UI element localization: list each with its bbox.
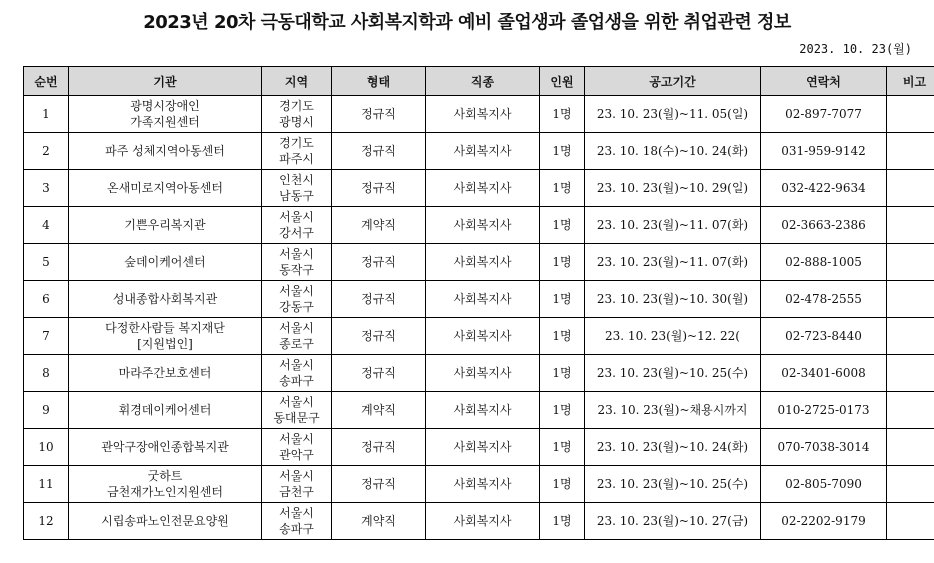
table-row bbox=[24, 133, 934, 170]
region bbox=[262, 244, 332, 281]
contact-number: 031-959-9142 bbox=[761, 133, 887, 170]
region bbox=[262, 170, 332, 207]
region-line: 서울시 bbox=[279, 506, 314, 520]
row-number: 11 bbox=[24, 466, 69, 503]
headcount: 1명 bbox=[540, 244, 585, 281]
job-listings-table bbox=[23, 66, 934, 540]
table-row bbox=[24, 429, 934, 466]
employment-type: 정규직 bbox=[332, 96, 426, 133]
organization bbox=[69, 133, 262, 170]
table-row bbox=[24, 244, 934, 281]
employment-type: 정규직 bbox=[332, 170, 426, 207]
headcount: 1명 bbox=[540, 133, 585, 170]
note bbox=[887, 429, 934, 466]
table-row bbox=[24, 96, 934, 133]
note bbox=[887, 503, 934, 540]
headcount: 1명 bbox=[540, 281, 585, 318]
note bbox=[887, 170, 934, 207]
organization bbox=[69, 355, 262, 392]
organization-line: 관악구장애인종합복지관 bbox=[101, 440, 229, 454]
region-line: 서울시 bbox=[279, 247, 314, 261]
region-line: 서울시 bbox=[279, 469, 314, 483]
job-type: 사회복지사 bbox=[426, 96, 540, 133]
organization bbox=[69, 503, 262, 540]
job-type: 사회복지사 bbox=[426, 318, 540, 355]
header-contact: 연락처 bbox=[761, 67, 887, 96]
contact-number: 02-3663-2386 bbox=[761, 207, 887, 244]
region-line: 송파구 bbox=[279, 374, 314, 388]
posting-period: 23. 10. 18(수)~10. 24(화) bbox=[585, 133, 761, 170]
organization-line: 파주 성체지역아동센터 bbox=[105, 144, 225, 158]
region-line: 경기도 bbox=[279, 136, 314, 150]
header-job: 직종 bbox=[426, 67, 540, 96]
posting-period: 23. 10. 23(월)~채용시까지 bbox=[585, 392, 761, 429]
row-number: 1 bbox=[24, 96, 69, 133]
posting-period: 23. 10. 23(월)~10. 29(일) bbox=[585, 170, 761, 207]
headcount: 1명 bbox=[540, 429, 585, 466]
posting-period: 23. 10. 23(월)~10. 27(금) bbox=[585, 503, 761, 540]
note bbox=[887, 207, 934, 244]
contact-number: 02-897-7077 bbox=[761, 96, 887, 133]
organization bbox=[69, 429, 262, 466]
header-type: 형태 bbox=[332, 67, 426, 96]
region bbox=[262, 281, 332, 318]
organization-line: 시립송파노인전문요양원 bbox=[101, 514, 229, 528]
job-type: 사회복지사 bbox=[426, 207, 540, 244]
region-line: 서울시 bbox=[279, 358, 314, 372]
table-row bbox=[24, 503, 934, 540]
row-number: 7 bbox=[24, 318, 69, 355]
posting-period: 23. 10. 23(월)~10. 30(월) bbox=[585, 281, 761, 318]
region bbox=[262, 466, 332, 503]
row-number: 10 bbox=[24, 429, 69, 466]
region-line: 서울시 bbox=[279, 210, 314, 224]
job-type: 사회복지사 bbox=[426, 133, 540, 170]
document-date: 2023. 10. 23(월) bbox=[799, 42, 912, 56]
headcount: 1명 bbox=[540, 96, 585, 133]
organization bbox=[69, 170, 262, 207]
organization-line: 광명시장애인 bbox=[130, 99, 200, 113]
region-line: 금천구 bbox=[279, 485, 314, 499]
row-number: 9 bbox=[24, 392, 69, 429]
contact-number: 02-3401-6008 bbox=[761, 355, 887, 392]
contact-number: 032-422-9634 bbox=[761, 170, 887, 207]
table-row bbox=[24, 392, 934, 429]
job-type: 사회복지사 bbox=[426, 281, 540, 318]
posting-period: 23. 10. 23(월)~10. 25(수) bbox=[585, 466, 761, 503]
region bbox=[262, 96, 332, 133]
region bbox=[262, 429, 332, 466]
table-row bbox=[24, 466, 934, 503]
contact-number: 02-888-1005 bbox=[761, 244, 887, 281]
organization bbox=[69, 244, 262, 281]
region-line: 강동구 bbox=[279, 300, 314, 314]
contact-number: 02-723-8440 bbox=[761, 318, 887, 355]
header-period: 공고기간 bbox=[585, 67, 761, 96]
posting-period: 23. 10. 23(월)~11. 05(일) bbox=[585, 96, 761, 133]
note bbox=[887, 392, 934, 429]
organization-line: [지원법인] bbox=[137, 337, 193, 351]
headcount: 1명 bbox=[540, 392, 585, 429]
note bbox=[887, 133, 934, 170]
headcount: 1명 bbox=[540, 466, 585, 503]
headcount: 1명 bbox=[540, 355, 585, 392]
posting-period: 23. 10. 23(월)~10. 24(화) bbox=[585, 429, 761, 466]
region bbox=[262, 207, 332, 244]
row-number: 12 bbox=[24, 503, 69, 540]
row-number: 8 bbox=[24, 355, 69, 392]
note bbox=[887, 281, 934, 318]
organization bbox=[69, 466, 262, 503]
note bbox=[887, 96, 934, 133]
note bbox=[887, 466, 934, 503]
region bbox=[262, 503, 332, 540]
region-line: 관악구 bbox=[279, 448, 314, 462]
headcount: 1명 bbox=[540, 318, 585, 355]
job-type: 사회복지사 bbox=[426, 244, 540, 281]
note bbox=[887, 318, 934, 355]
organization-line: 숲데이케어센터 bbox=[124, 255, 206, 269]
posting-period: 23. 10. 23(월)~10. 25(수) bbox=[585, 355, 761, 392]
employment-type: 정규직 bbox=[332, 244, 426, 281]
job-type: 사회복지사 bbox=[426, 503, 540, 540]
organization-line: 다정한사람들 복지재단 bbox=[105, 321, 225, 335]
region-line: 서울시 bbox=[279, 284, 314, 298]
organization-line: 온새미로지역아동센터 bbox=[107, 181, 223, 195]
employment-type: 정규직 bbox=[332, 133, 426, 170]
employment-type: 계약직 bbox=[332, 207, 426, 244]
region bbox=[262, 392, 332, 429]
table-row bbox=[24, 355, 934, 392]
document-title: 2023년 20차 극동대학교 사회복지학과 예비 졸업생과 졸업생을 위한 취업관련 정보 bbox=[143, 12, 791, 33]
note bbox=[887, 355, 934, 392]
table-row bbox=[24, 170, 934, 207]
row-number: 2 bbox=[24, 133, 69, 170]
region-line: 동작구 bbox=[279, 263, 314, 277]
region-line: 서울시 bbox=[279, 395, 314, 409]
job-type: 사회복지사 bbox=[426, 466, 540, 503]
headcount: 1명 bbox=[540, 503, 585, 540]
headcount: 1명 bbox=[540, 170, 585, 207]
job-type: 사회복지사 bbox=[426, 392, 540, 429]
region-line: 광명시 bbox=[279, 115, 314, 129]
organization bbox=[69, 281, 262, 318]
posting-period: 23. 10. 23(월)~11. 07(화) bbox=[585, 207, 761, 244]
job-type: 사회복지사 bbox=[426, 429, 540, 466]
region-line: 남동구 bbox=[279, 189, 314, 203]
organization bbox=[69, 96, 262, 133]
region bbox=[262, 133, 332, 170]
region bbox=[262, 318, 332, 355]
organization bbox=[69, 318, 262, 355]
note bbox=[887, 244, 934, 281]
header-note: 비고 bbox=[887, 67, 934, 96]
employment-type: 정규직 bbox=[332, 466, 426, 503]
region-line: 파주시 bbox=[279, 152, 314, 166]
organization-line: 굿하트 bbox=[147, 469, 183, 483]
contact-number: 02-478-2555 bbox=[761, 281, 887, 318]
employment-type: 정규직 bbox=[332, 318, 426, 355]
region-line: 동대문구 bbox=[273, 411, 320, 425]
header-org: 기관 bbox=[69, 67, 262, 96]
contact-number: 070-7038-3014 bbox=[761, 429, 887, 466]
row-number: 5 bbox=[24, 244, 69, 281]
table-row bbox=[24, 281, 934, 318]
table-row bbox=[24, 318, 934, 355]
row-number: 4 bbox=[24, 207, 69, 244]
header-region: 지역 bbox=[262, 67, 332, 96]
contact-number: 02-2202-9179 bbox=[761, 503, 887, 540]
employment-type: 정규직 bbox=[332, 281, 426, 318]
region-line: 송파구 bbox=[279, 522, 314, 536]
region-line: 서울시 bbox=[279, 321, 314, 335]
organization-line: 휘경데이케어센터 bbox=[118, 403, 212, 417]
posting-period: 23. 10. 23(월)~11. 07(화) bbox=[585, 244, 761, 281]
region-line: 종로구 bbox=[279, 337, 314, 351]
organization-line: 가족지원센터 bbox=[130, 115, 200, 129]
row-number: 3 bbox=[24, 170, 69, 207]
job-type: 사회복지사 bbox=[426, 355, 540, 392]
header-count: 인원 bbox=[540, 67, 585, 96]
headcount: 1명 bbox=[540, 207, 585, 244]
table-row bbox=[24, 207, 934, 244]
region-line: 인천시 bbox=[279, 173, 314, 187]
employment-type: 정규직 bbox=[332, 355, 426, 392]
organization-line: 금천재가노인지원센터 bbox=[107, 485, 223, 499]
contact-number: 010-2725-0173 bbox=[761, 392, 887, 429]
region-line: 경기도 bbox=[279, 99, 314, 113]
row-number: 6 bbox=[24, 281, 69, 318]
employment-type: 계약직 bbox=[332, 392, 426, 429]
organization bbox=[69, 392, 262, 429]
organization-line: 마라주간보호센터 bbox=[118, 366, 212, 380]
posting-period: 23. 10. 23(월)~12. 22( bbox=[585, 318, 761, 355]
organization-line: 기쁜우리복지관 bbox=[124, 218, 206, 232]
region bbox=[262, 355, 332, 392]
employment-type: 정규직 bbox=[332, 429, 426, 466]
job-type: 사회복지사 bbox=[426, 170, 540, 207]
employment-type: 계약직 bbox=[332, 503, 426, 540]
contact-number: 02-805-7090 bbox=[761, 466, 887, 503]
table-body bbox=[24, 96, 934, 540]
organization-line: 성내종합사회복지관 bbox=[112, 292, 218, 306]
organization bbox=[69, 207, 262, 244]
header-no: 순번 bbox=[24, 67, 69, 96]
region-line: 강서구 bbox=[279, 226, 314, 240]
table-header-row bbox=[24, 67, 934, 96]
region-line: 서울시 bbox=[279, 432, 314, 446]
